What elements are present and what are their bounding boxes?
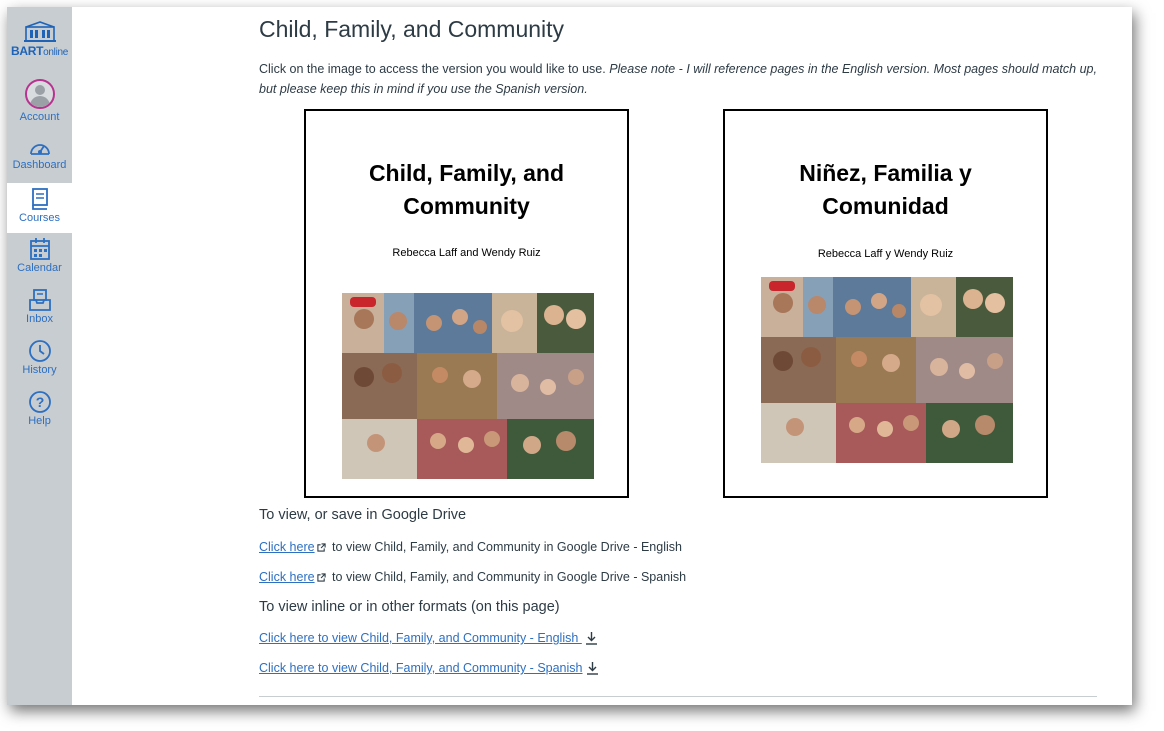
intro-note: Please note - I will reference pages in the English version. Most pages should match up, but please keep this in mind if you use the Spanish version. xyxy=(259,62,1097,96)
drive-link-spanish-line xyxy=(259,570,686,584)
svg-text:?: ? xyxy=(35,394,44,410)
cover-english[interactable] xyxy=(304,109,629,498)
cover-title-line2: Community xyxy=(403,193,530,219)
cover-authors: Rebecca Laff y Wendy Ruiz xyxy=(817,248,954,260)
inline-link-english[interactable]: Click here to view Child, Family, and Community - English xyxy=(259,631,582,645)
intro-plain: Click on the image to access the version you would like to use. xyxy=(259,62,610,76)
nav-account[interactable] xyxy=(7,79,72,127)
page-title: Child, Family, and Community xyxy=(259,16,565,42)
cover-title-line1: Niñez, Familia y xyxy=(799,160,972,186)
drive-link-english-line xyxy=(259,540,682,554)
external-link-icon xyxy=(317,573,326,582)
nav-label-inbox: Inbox xyxy=(26,313,53,325)
help-icon xyxy=(28,390,52,414)
cover-spanish[interactable] xyxy=(723,109,1048,498)
drive-link-english[interactable]: Click here xyxy=(259,540,315,554)
cover-authors: Rebecca Laff and Wendy Ruiz xyxy=(392,247,541,259)
intro-text xyxy=(259,59,1104,99)
download-icon[interactable] xyxy=(586,661,599,675)
calendar-icon xyxy=(29,237,51,261)
nav-label-courses: Courses xyxy=(19,212,60,224)
nav-label-account: Account xyxy=(19,111,60,123)
inline-link-spanish-line xyxy=(259,661,599,675)
nav-label-dashboard: Dashboard xyxy=(12,159,67,171)
browser-frame xyxy=(7,7,1132,705)
bart-logo-icon xyxy=(23,21,57,43)
external-link-icon xyxy=(317,543,326,552)
inline-formats-heading: To view inline or in other formats (on this page) xyxy=(259,599,560,615)
google-drive-heading: To view, or save in Google Drive xyxy=(259,507,467,523)
nav-courses[interactable] xyxy=(7,183,72,233)
inbox-icon xyxy=(28,288,52,312)
inline-link-english-line xyxy=(259,631,598,645)
download-icon[interactable] xyxy=(585,631,598,645)
global-nav xyxy=(7,7,72,705)
family-photo-collage xyxy=(761,277,1013,463)
nav-history[interactable] xyxy=(7,339,72,387)
history-icon xyxy=(28,339,52,363)
nav-label-help: Help xyxy=(28,415,51,427)
cover-title xyxy=(306,157,627,223)
inline-link-spanish[interactable]: Click here to view Child, Family, and Community - Spanish xyxy=(259,661,583,675)
courses-icon xyxy=(29,187,51,211)
drive-link-english-desc: to view Child, Family, and Community in Google Drive - English xyxy=(328,540,682,554)
nav-help[interactable] xyxy=(7,390,72,438)
avatar xyxy=(25,79,55,109)
drive-link-spanish-desc: to view Child, Family, and Community in Google Drive - Spanish xyxy=(328,570,687,584)
bart-online-logo[interactable] xyxy=(7,21,72,65)
cover-title-line2: Comunidad xyxy=(822,193,949,219)
cover-title-line1: Child, Family, and xyxy=(368,160,565,186)
nav-calendar[interactable] xyxy=(7,237,72,285)
dashboard-icon xyxy=(28,138,52,158)
cover-title xyxy=(725,157,1046,223)
logo-text: BARTonline xyxy=(10,44,69,58)
nav-label-history: History xyxy=(22,364,57,376)
divider xyxy=(259,696,1097,697)
nav-inbox[interactable] xyxy=(7,288,72,336)
drive-link-spanish[interactable]: Click here xyxy=(259,570,315,584)
family-photo-collage xyxy=(342,293,594,479)
nav-dashboard[interactable] xyxy=(7,138,72,186)
nav-label-calendar: Calendar xyxy=(17,262,62,274)
